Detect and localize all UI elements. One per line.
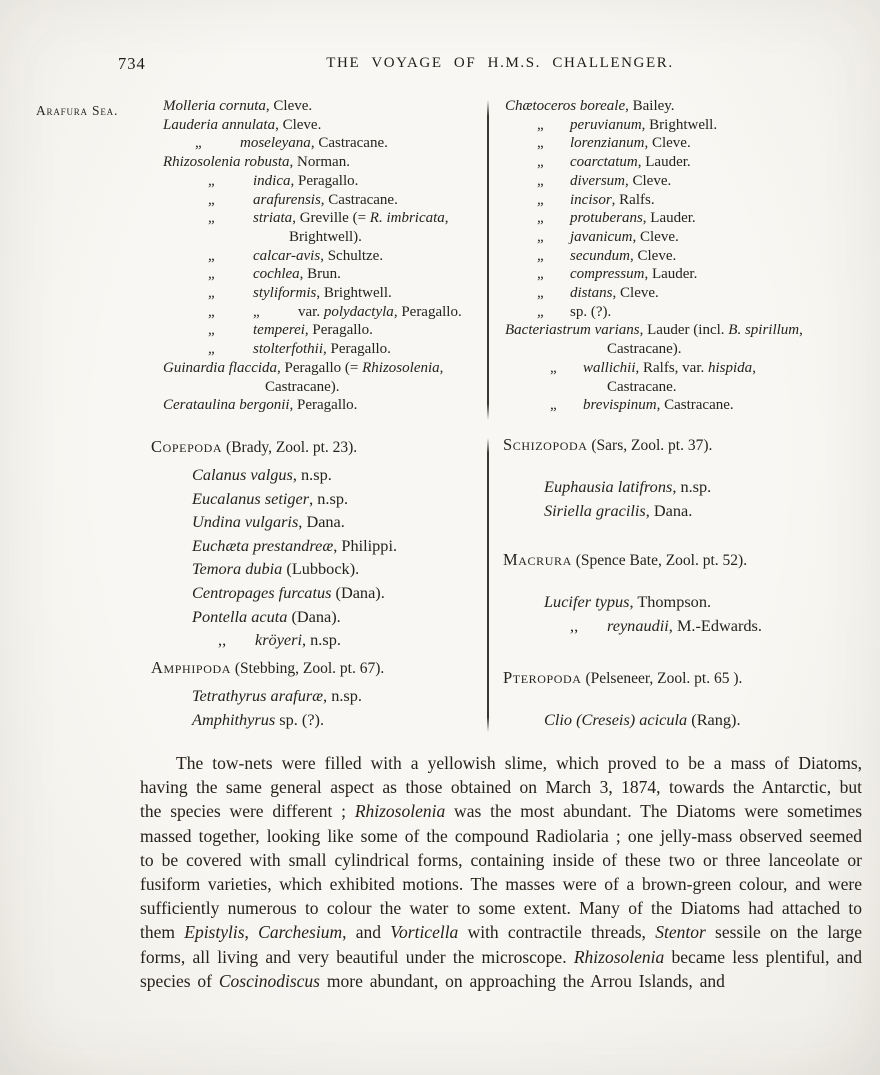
section-pteropoda bbox=[503, 668, 742, 732]
taxa-line: „ compressum, Lauder. bbox=[537, 266, 698, 283]
section-schizopoda bbox=[503, 435, 712, 522]
species-list bbox=[151, 684, 384, 731]
species-list bbox=[503, 708, 742, 732]
taxa-line: ,, kröyeri, n.sp. bbox=[218, 630, 341, 650]
section-copepoda bbox=[151, 437, 397, 652]
species-list bbox=[151, 463, 397, 652]
taxa-line: „ striata, Greville (= R. imbricata, bbox=[208, 210, 449, 227]
taxa-line: Clio (Creseis) acicula (Rang). bbox=[544, 710, 741, 729]
section-amphipoda bbox=[151, 658, 384, 731]
diatom-list-right bbox=[505, 97, 875, 415]
running-head: THE VOYAGE OF H.M.S. CHALLENGER. bbox=[326, 55, 674, 71]
taxa-line: „ styliformis, Brightwell. bbox=[208, 285, 392, 302]
section-heading bbox=[503, 435, 712, 455]
taxa-line: Pontella acuta (Dana). bbox=[192, 606, 341, 626]
species-list bbox=[503, 590, 762, 637]
section-macrura bbox=[503, 550, 762, 637]
taxa-line: „ distans, Cleve. bbox=[537, 285, 659, 302]
section-heading bbox=[503, 550, 762, 570]
taxa-line: Eucalanus setiger, n.sp. bbox=[192, 488, 349, 508]
margin-note: Arafura Sea. bbox=[36, 103, 119, 118]
taxa-line: „ stolterfothii, Peragallo. bbox=[208, 341, 391, 358]
taxa-line: Castracane. bbox=[607, 378, 677, 395]
section-heading bbox=[151, 658, 384, 678]
taxa-line: Tetrathyrus arafuræ, n.sp. bbox=[192, 686, 362, 705]
taxa-line: Calanus valgus, n.sp. bbox=[192, 465, 332, 484]
taxa-line: ,, reynaudii, M.-Edwards. bbox=[570, 615, 762, 635]
column-divider-rule-bottom bbox=[487, 438, 489, 732]
taxa-line: Castracane). bbox=[607, 341, 682, 358]
taxa-line: Castracane). bbox=[265, 378, 340, 395]
section-title-rest: (Pelseneer, Zool. pt. 65 ). bbox=[581, 670, 743, 687]
taxa-line: „ cochlea, Brun. bbox=[208, 266, 341, 283]
taxa-line: „ sp. (?). bbox=[537, 303, 612, 320]
taxa-line: „ diversum, Cleve. bbox=[537, 172, 672, 189]
taxa-line: „ calcar-avis, Schultze. bbox=[208, 247, 384, 264]
taxa-line: „ wallichii, Ralfs, var. hispida, bbox=[550, 359, 756, 376]
taxa-line: Lauderia annulata, Cleve. bbox=[163, 116, 322, 133]
taxa-line: „ lorenzianum, Cleve. bbox=[537, 135, 691, 152]
section-heading bbox=[151, 437, 397, 457]
taxa-line: „ moseleyana, Castracane. bbox=[195, 135, 388, 152]
taxa-line: Molleria cornuta, Cleve. bbox=[163, 98, 313, 114]
taxa-line: „ brevispinum, Castracane. bbox=[550, 397, 734, 414]
taxa-line: Amphithyrus sp. (?). bbox=[192, 709, 325, 729]
taxa-line: Bacteriastrum varians, Lauder (incl. B. spirillum, bbox=[505, 322, 803, 339]
taxa-line: „ incisor, Ralfs. bbox=[537, 191, 655, 208]
section-title: Schizopoda bbox=[503, 435, 588, 454]
taxa-line: Euchæta prestandreæ, Philippi. bbox=[192, 535, 398, 555]
taxa-line: „ temperei, Peragallo. bbox=[208, 322, 373, 339]
taxa-line: Lucifer typus, Thompson. bbox=[544, 592, 712, 611]
diatom-list-left bbox=[163, 97, 493, 415]
taxa-line: Cerataulina bergonii, Peragallo. bbox=[163, 397, 358, 414]
taxa-line: Guinardia flaccida, Peragallo (= Rhizosolenia, bbox=[163, 359, 444, 376]
taxa-line: „ secundum, Cleve. bbox=[537, 247, 677, 264]
taxa-line: „ protuberans, Lauder. bbox=[537, 210, 696, 227]
section-title-rest: (Spence Bate, Zool. pt. 52). bbox=[571, 552, 748, 569]
taxa-line: Undina vulgaris, Dana. bbox=[192, 512, 345, 532]
body-paragraph: The tow-nets were filled with a yellowish slime, which proved to be a mass of Diatoms, having the same general aspect as those obtained on March 3, 1874, towards the Antarctic, but the species were different ; Rhizosolenia was the most abundant. The Diatoms were sometimes massed together, looking like some of the compound Radiolaria ; one jelly-mass observed seemed to be covered with small cylindrical forms, containing inside of these two or three lanceolate or fusiform varieties, which exhibited motions. The masses were of a brown-green colour, and were sufficiently numerous to colour the water to some extent. Many of the Diatoms had attached to them Epistylis, Carchesium, and Vorticella with contractile threads, Stentor sessile on the large forms, all living and very beautiful under the microscope. Rhizosolenia became less plentiful, and species of Coscinodiscus more abundant, on approaching the Arrou Islands, and bbox=[140, 753, 863, 991]
section-title-rest: (Brady, Zool. pt. 23). bbox=[222, 439, 358, 456]
taxa-line: „ coarctatum, Lauder. bbox=[537, 154, 691, 171]
taxa-line: „ peruvianum, Brightwell. bbox=[537, 116, 718, 133]
taxa-line: Temora dubia (Lubbock). bbox=[192, 559, 360, 579]
taxa-line: „ „ var. polydactyla, Peragallo. bbox=[208, 303, 462, 320]
section-title-rest: (Sars, Zool. pt. 37). bbox=[587, 437, 713, 454]
section-title-rest: (Stebbing, Zool. pt. 67). bbox=[231, 660, 385, 677]
section-title: Copepoda bbox=[151, 437, 223, 456]
column-divider-rule-top bbox=[487, 100, 489, 420]
taxa-line: Centropages furcatus (Dana). bbox=[192, 582, 385, 602]
taxa-line: Siriella gracilis, Dana. bbox=[544, 500, 693, 520]
taxa-line: „ javanicum, Cleve. bbox=[537, 228, 679, 245]
species-list bbox=[503, 475, 712, 522]
taxa-line: Chætoceros boreale, Bailey. bbox=[505, 98, 675, 114]
section-title: Amphipoda bbox=[151, 658, 231, 677]
taxa-line: „ arafurensis, Castracane. bbox=[208, 191, 398, 208]
taxa-line: Brightwell). bbox=[289, 228, 362, 245]
taxa-line: Rhizosolenia robusta, Norman. bbox=[163, 154, 350, 171]
section-title: Pteropoda bbox=[503, 668, 582, 687]
taxa-line: „ indica, Peragallo. bbox=[208, 172, 359, 189]
page-number: 734 bbox=[118, 54, 146, 73]
taxa-line: Euphausia latifrons, n.sp. bbox=[544, 477, 712, 496]
section-heading bbox=[503, 668, 742, 688]
section-title: Macrura bbox=[503, 550, 572, 569]
